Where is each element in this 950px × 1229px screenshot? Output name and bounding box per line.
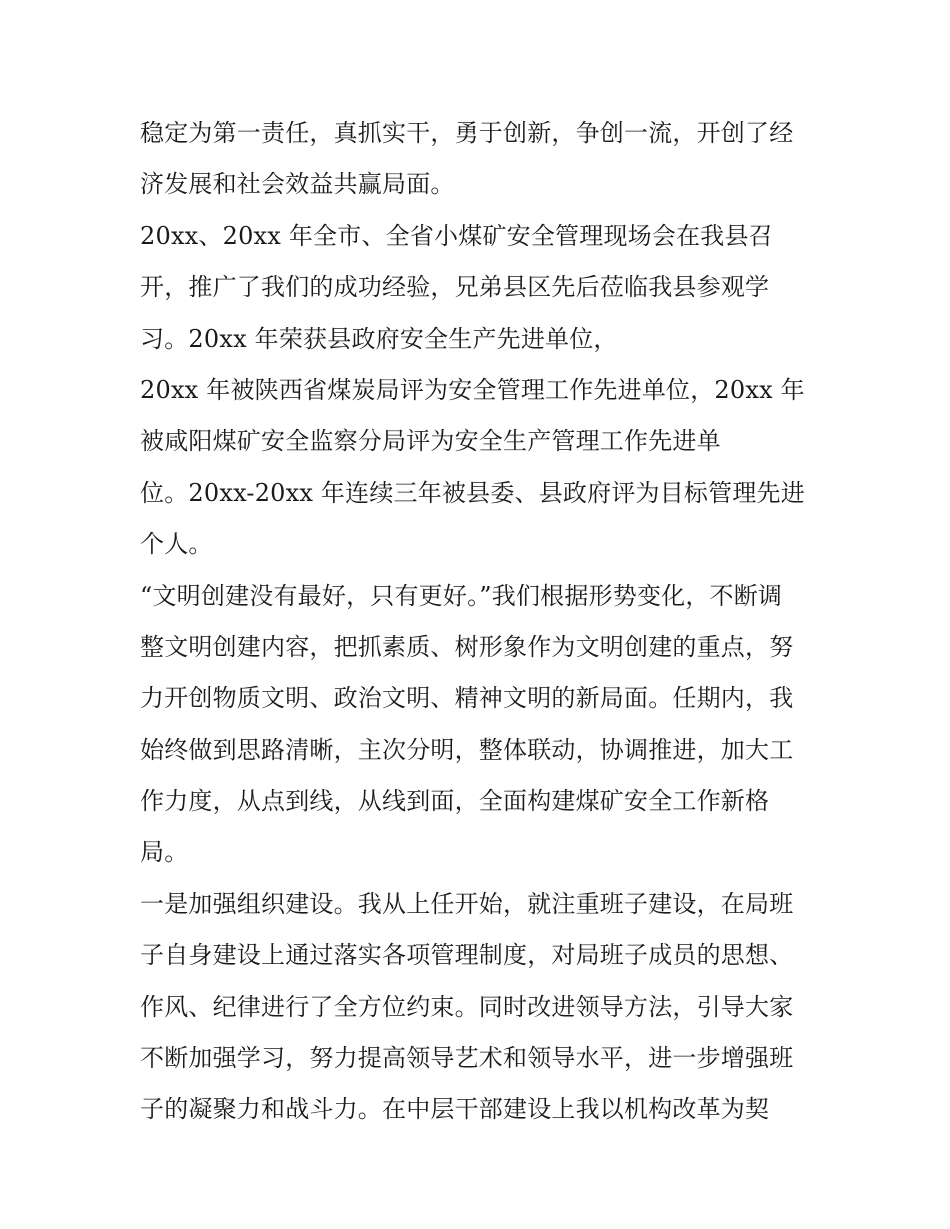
text-line: 作力度，从点到线，从线到面，全面构建煤矿安全工作新格 [140, 787, 770, 816]
text-line: 济发展和社会效益共赢局面。 [140, 170, 455, 199]
text-line: 局。 [140, 838, 189, 867]
text-line: 力开创物质文明、政治文明、精神文明的新局面。任期内，我 [140, 684, 794, 713]
text-line: 位。20xx-20xx 年连续三年被县委、县政府评为目标管理先进 [140, 478, 805, 507]
text-line: 整文明创建内容，把抓素质、树形象作为文明创建的重点，努 [140, 632, 794, 661]
text-line: 20xx 年被陕西省煤炭局评为安全管理工作先进单位，20xx 年 [140, 375, 805, 404]
text-line: 子的凝聚力和战斗力。在中层干部建设上我以机构改革为契 [140, 1095, 770, 1124]
text-line: 20xx、20xx 年全市、全省小煤矿安全管理现场会在我县召 [140, 221, 773, 250]
text-line: 被咸阳煤矿安全监察分局评为安全生产管理工作先进单 [140, 427, 721, 456]
text-line: 一是加强组织建设。我从上任开始，就注重班子建设，在局班 [140, 889, 794, 918]
document-body [140, 108, 830, 1136]
text-line: 子自身建设上通过落实各项管理制度，对局班子成员的思想、 [140, 941, 794, 970]
text-line: 作风、纪律进行了全方位约束。同时改进领导方法，引导大家 [140, 992, 794, 1021]
text-line: 开，推广了我们的成功经验，兄弟县区先后莅临我县参观学 [140, 273, 770, 302]
text-line: 稳定为第一责任，真抓实干，勇于创新，争创一流，开创了经 [140, 119, 794, 147]
text-line: 习。20xx 年荣获县政府安全生产先进单位， [140, 324, 618, 353]
text-line: 始终做到思路清晰，主次分明，整体联动，协调推进，加大工 [140, 735, 794, 764]
text-line: “文明创建没有最好，只有更好。”我们根据形势变化，不断调 [140, 581, 783, 610]
text-line: 个人。 [140, 530, 213, 559]
text-line: 不断加强学习，努力提高领导艺术和领导水平，进一步增强班 [140, 1044, 794, 1073]
